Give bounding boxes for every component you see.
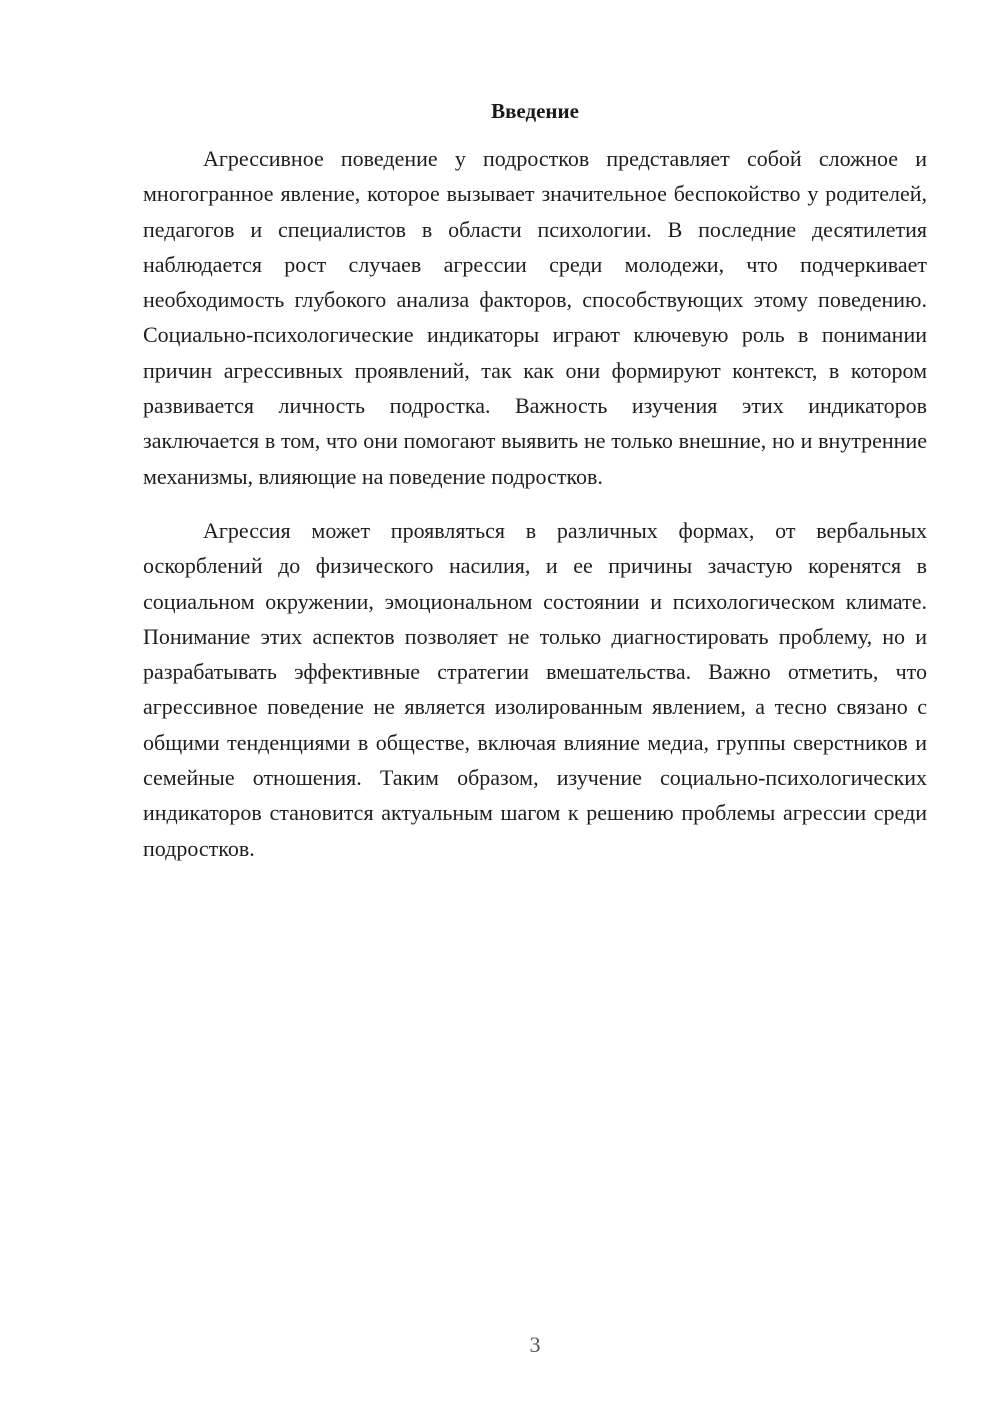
page-number: 3 xyxy=(529,1332,541,1357)
section-heading: Введение xyxy=(491,99,579,123)
paragraph-1: Агрессивное поведение у подростков представляет собой сложное и многогранное явление, которое вызывает значительное беспокойство у родителей, педагогов и специалистов в области психологии. В последние десятилетия наблюдается рост случаев агрессии среди молодежи, что подчеркивает необходимость глубокого анализа факторов, способствующих этому поведению. Социально-психологические индикаторы играют ключевую роль в понимании причин агрессивных проявлений, так как они формируют контекст, в котором развивается личность подростка. Важность изучения этих индикаторов заключается в том, что они помогают выявить не только внешние, но и внутренние механизмы, влияющие на поведение подростков. xyxy=(143,146,927,489)
body-text xyxy=(143,141,927,885)
paragraph-2: Агрессия может проявляться в различных формах, от вербальных оскорблений до физического насилия, и ее причины зачастую коренятся в социальном окружении, эмоциональном состоянии и психологическом климате. Понимание этих аспектов позволяет не только диагностировать проблему, но и разрабатывать эффективные стратегии вмешательства. Важно отметить, что агрессивное поведение не является изолированным явлением, а тесно связано с общими тенденциями в обществе, включая влияние медиа, группы сверстников и семейные отношения. Таким образом, изучение социально-психологических индикаторов становится актуальным шагом к решению проблемы агрессии среди подростков. xyxy=(143,517,927,861)
